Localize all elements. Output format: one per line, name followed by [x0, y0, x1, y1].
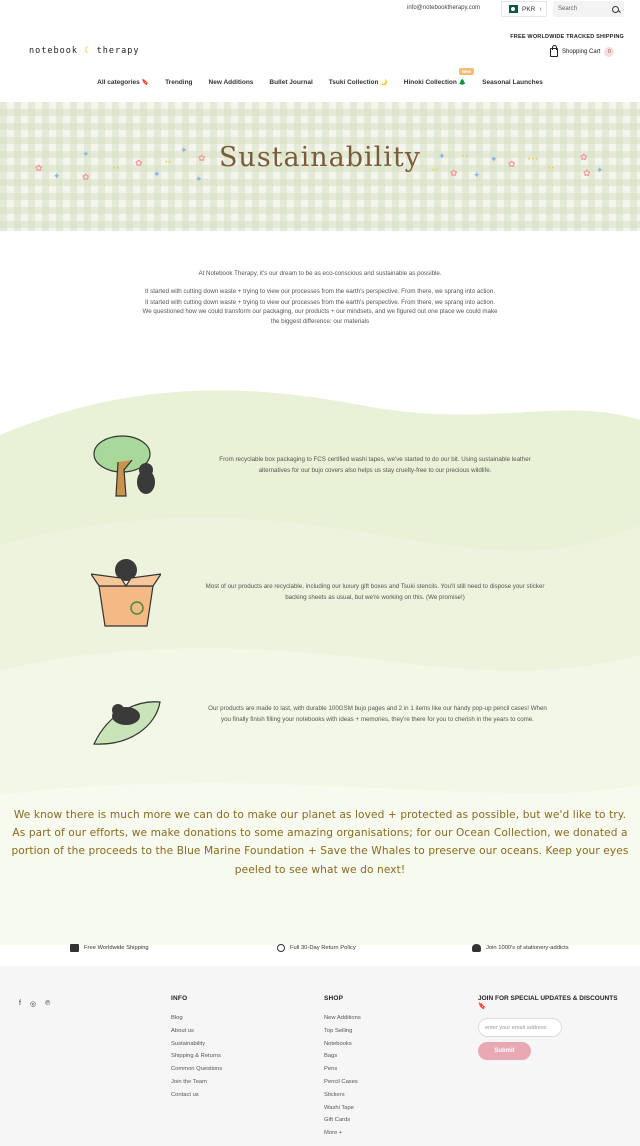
cart-label: Shopping Cart [562, 49, 601, 55]
footer-link-bags[interactable]: Bags [324, 1053, 338, 1060]
footer-link-contact[interactable]: Contact us [171, 1091, 199, 1098]
cart-count-badge: 0 [604, 47, 614, 57]
dot-icon: • • • [528, 157, 538, 163]
sparkle-icon: ✦ [473, 170, 481, 180]
moon-icon: ☾ [84, 46, 91, 56]
logo-text-right: therapy [96, 46, 140, 56]
moon-icon: 🌙 [380, 80, 388, 86]
bookmark-icon: 🔖 [141, 80, 150, 86]
sparkle-icon: ✦ [180, 145, 188, 155]
newsletter-email-input[interactable]: enter your email address [478, 1018, 562, 1037]
newsletter-submit-button[interactable]: Submit [478, 1042, 531, 1060]
search-input[interactable]: Search [558, 6, 578, 12]
flower-icon: ✿ [198, 153, 206, 163]
sparkle-icon: ✦ [490, 154, 498, 164]
perks-bar [0, 944, 640, 958]
footer-link-stickers[interactable]: Stickers [324, 1091, 345, 1098]
flower-icon: ✿ [580, 152, 588, 162]
footer-shop-column [324, 995, 361, 1140]
intro-paragraph: It started with cutting down waste + trying to view our processes from the earth's perspective. From there, we sprang into action. [144, 287, 496, 295]
shopping-bag-icon [550, 48, 558, 57]
people-icon [472, 944, 481, 952]
pakistan-flag-icon [506, 5, 518, 13]
main-nav [0, 69, 640, 86]
sparkle-icon: ✦ [438, 151, 446, 161]
currency-label: PKR [522, 5, 536, 13]
nav-all-categories[interactable]: All categories 🔖 [97, 79, 150, 86]
pinterest-icon[interactable]: ℗ [45, 1000, 51, 1007]
sparkle-icon: ✦ [153, 169, 161, 179]
footer-info-column [171, 995, 222, 1102]
tree-icon: 🌲 [458, 80, 467, 86]
footer-link-blog[interactable]: Blog [171, 1015, 183, 1021]
flower-icon: ✿ [35, 163, 43, 173]
dot-icon: • • [165, 160, 171, 166]
footer-link-questions[interactable]: Common Questions [171, 1066, 223, 1073]
new-badge: New [459, 68, 474, 75]
nav-hinoki-collection[interactable]: Hinoki Collection 🌲 New [404, 79, 466, 86]
refresh-icon [277, 944, 285, 952]
intro-text [140, 269, 500, 334]
flower-icon: ✿ [508, 159, 516, 169]
perk-label: Full 30-Day Return Policy [290, 945, 356, 951]
site-footer [0, 966, 640, 1146]
intro-paragraph: It started with cutting down waste + trying to view our processes from the earth's perspective. From there, we sprang into action. We questioned how we could transform our packaging, our products + our mindsets, and we figured out one place we could make the biggest difference: our materials [142, 298, 498, 325]
search-box[interactable] [553, 1, 624, 17]
footer-link-notebooks[interactable]: Notebooks [324, 1040, 352, 1047]
hero-banner [0, 102, 640, 231]
nav-seasonal-launches[interactable]: Seasonal Launches [482, 79, 543, 86]
search-icon[interactable] [612, 6, 619, 13]
footer-link-team[interactable]: Join the Team [171, 1078, 207, 1085]
footer-link-washi-tape[interactable]: Washi Tape [324, 1104, 354, 1111]
dot-icon: • • [432, 168, 438, 174]
flower-icon: ✿ [135, 158, 143, 168]
bookmark-icon: 🔖 [478, 1003, 487, 1011]
contact-email[interactable]: info@notebooktherapy.com [407, 5, 481, 11]
page-title: Sustainability [218, 142, 422, 173]
flower-icon: ✿ [82, 172, 90, 182]
facebook-icon[interactable]: f [19, 1000, 21, 1007]
footer-shop-title: SHOP [324, 995, 344, 1002]
dot-icon: • • [113, 166, 119, 172]
nav-new-additions[interactable]: New Additions [208, 79, 254, 86]
footer-link-top-selling[interactable]: Top Selling [324, 1027, 353, 1034]
social-links [19, 1000, 50, 1008]
feature-text: From recyclable box packaging to FCS certified washi tapes, we've started to do our bit. Using sustainable leather alternatives for our bujo covers also helps us stay cruelty-free to our precious wildlife. [219, 456, 531, 474]
perk-free-shipping [70, 944, 149, 952]
footer-link-sustainability[interactable]: Sustainability [171, 1040, 206, 1047]
intro-paragraph: At Notebook Therapy, it's our dream to be as eco-conscious and sustainable as possible. [198, 270, 442, 277]
nav-trending[interactable]: Trending [165, 79, 193, 86]
perk-return-policy [277, 944, 356, 952]
flower-icon: ✿ [450, 168, 458, 178]
free-shipping-banner: FREE WORLDWIDE TRACKED SHIPPING [510, 34, 624, 40]
site-logo[interactable] [29, 46, 139, 56]
footer-link-shipping[interactable]: Shipping & Returns [171, 1053, 221, 1060]
nav-tsuki-collection[interactable]: Tsuki Collection 🌙 [328, 79, 388, 86]
leaf-illustration [90, 700, 162, 748]
tree-illustration [92, 432, 164, 500]
footer-info-title: INFO [171, 995, 188, 1002]
chevron-right-icon: › [539, 5, 542, 13]
flower-icon: ✿ [583, 168, 591, 178]
footer-link-gift-cards[interactable]: Gift Cards [324, 1117, 351, 1124]
dot-icon: • • [548, 166, 554, 172]
shopping-cart-link[interactable] [550, 47, 614, 57]
perk-label: Free Worldwide Shipping [84, 945, 149, 951]
recyclable-box-illustration [91, 556, 161, 630]
perk-community [472, 944, 569, 952]
footer-link-new-additions[interactable]: New Additions [324, 1015, 361, 1021]
footer-link-more[interactable]: More + [324, 1130, 343, 1137]
sparkle-icon: ✦ [53, 171, 61, 181]
footer-link-pens[interactable]: Pens [324, 1066, 338, 1073]
top-bar [0, 0, 640, 18]
footer-link-about[interactable]: About us [171, 1027, 194, 1034]
sustainability-quote: We know there is much more we can do to make our planet as loved + protected as possible, but we'd like to try. As part of our efforts, we make donations to some amazing organisations; for our Ocean Collection, we donated a portion of the proceeds to the Blue Marine Foundation + Save the Whales to preserve our oceans. Keep your eyes peeled to see what we do next! [11, 809, 629, 876]
instagram-icon[interactable]: ◎ [29, 1001, 37, 1008]
perk-label: Join 1000's of stationery-addicts [486, 945, 569, 951]
truck-icon [70, 944, 79, 952]
feature-text: Most of our products are recyclable, including our luxury gift boxes and Tsuki stencils. You'll still need to dispose your sticker backing sheets as usual, but we're working on this. (We promise!) [205, 583, 545, 601]
nav-bullet-journal[interactable]: Bullet Journal [269, 79, 313, 86]
feature-text: Our products are made to last, with durable 100GSM bujo pages and 2 in 1 items like our handy pop-up pencil cases! When you finally finish filling your notebooks with ideas + memories, they're there for you to cherish in the years to come. [208, 705, 547, 723]
sparkle-icon: ✦ [82, 149, 90, 159]
sparkle-icon: ✦ [195, 174, 203, 184]
dot-icon: • • [462, 154, 468, 160]
logo-text-left: notebook [29, 46, 78, 56]
currency-selector[interactable] [501, 1, 547, 17]
newsletter-title: JOIN FOR SPECIAL UPDATES & DISCOUNTS 🔖 [478, 995, 618, 1011]
sparkle-icon: ✦ [596, 165, 604, 175]
footer-link-pencil-cases[interactable]: Pencil Cases [324, 1078, 358, 1085]
